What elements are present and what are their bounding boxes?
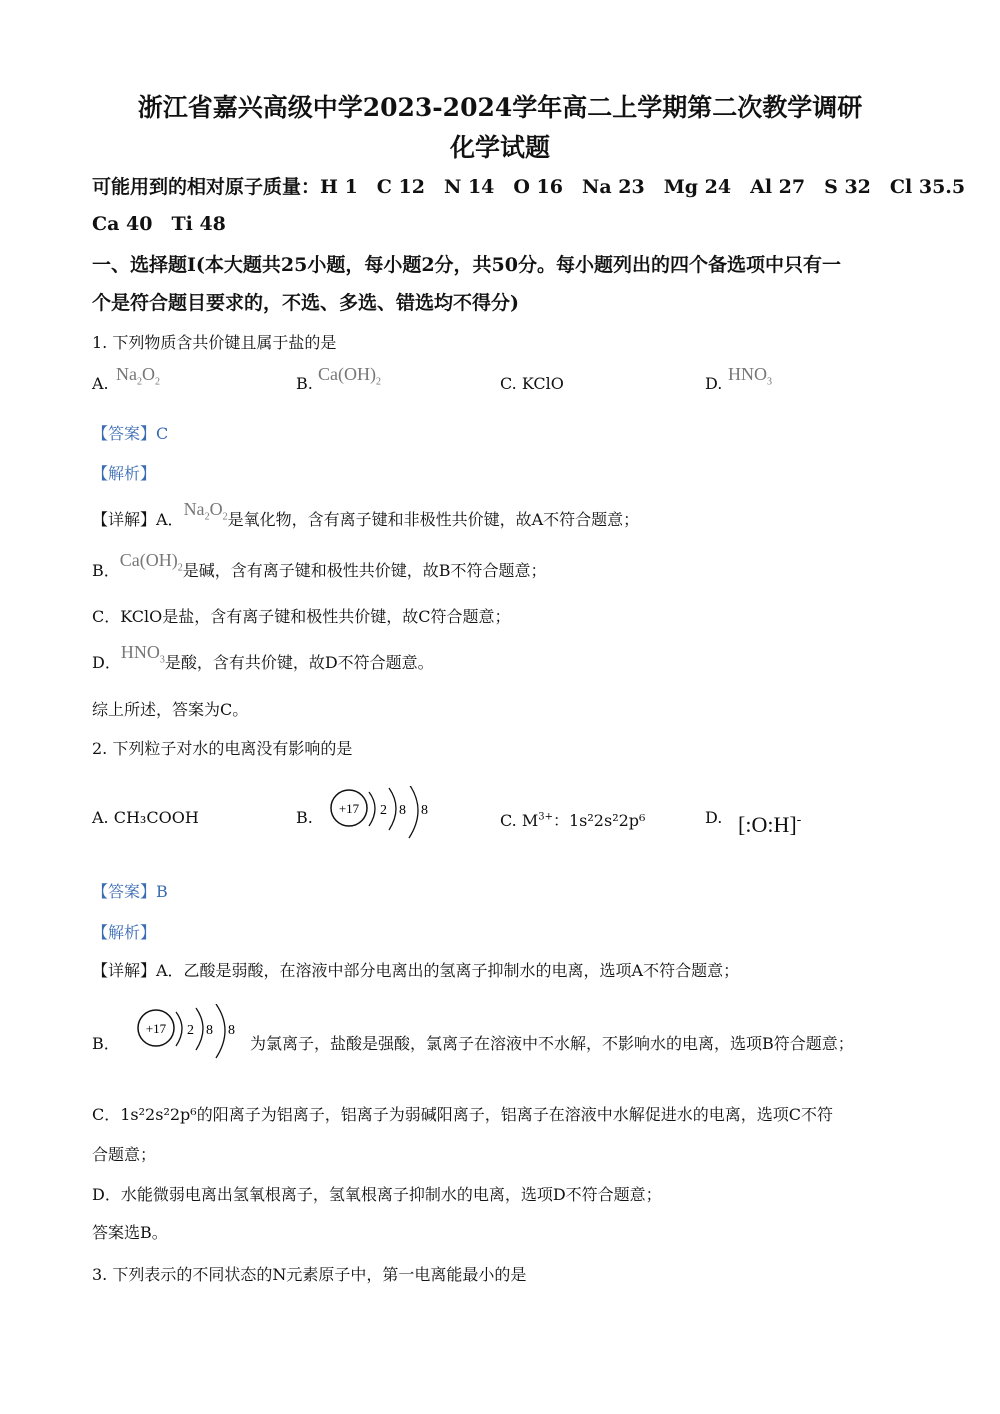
q1-summary: 综上所述，答案为C。 — [92, 700, 249, 719]
q2-option-d-label: D. — [705, 808, 723, 827]
q2-option-a: A. CH₃COOH — [92, 808, 199, 827]
q1-detail-b-formula: $Ca(OH)_2$ — [119, 550, 183, 574]
q2-detail-d: D．水能微弱电离出氢氧根离子，氢氧根离子抑制水的电离，选项D不符合题意； — [92, 1185, 662, 1204]
q1-detail-d-formula: $HNO_3$ — [120, 642, 165, 666]
chlorine-ion-diagram — [325, 786, 445, 846]
nucleus-charge: +17 — [145, 1021, 167, 1036]
q2-option-b-label: B. — [296, 808, 313, 827]
q2-detail-a: 【详解】A．乙酸是弱酸，在溶液中部分电离出的氢离子抑制水的电离，选项A不符合题意； — [92, 961, 740, 980]
q3-stem: 3. 下列表示的不同状态的N元素原子中，第一电离能最小的是 — [92, 1265, 527, 1284]
page-title: 浙江省嘉兴高级中学2023-2024学年高二上学期第二次教学调研 — [137, 93, 863, 122]
hydroxide-lewis-structure: [:O:H]- — [738, 812, 802, 837]
section-heading-line2: 个是符合题目要求的，不选、多选、错选均不得分) — [92, 292, 519, 314]
q2-analysis-label: 【解析】 — [92, 923, 157, 942]
q1-analysis-label: 【解析】 — [92, 464, 157, 483]
page-subtitle: 化学试题 — [449, 133, 550, 162]
q2-stem: 2. 下列粒子对水的电离没有影响的是 — [92, 739, 353, 758]
q1-option-b-formula: $Ca(OH)_2$ — [318, 364, 381, 388]
shell-1-count: 2 — [380, 803, 387, 818]
q2-summary: 答案选B。 — [92, 1223, 168, 1242]
q1-answer: 【答案】C — [92, 424, 169, 443]
q2-detail-c-line2: 合题意； — [92, 1145, 157, 1164]
shell-2-count: 8 — [206, 1023, 213, 1038]
q1-detail-b: B．$Ca(OH)_2$是碱，含有离子键和极性共价键，故B不符合题意； — [92, 550, 547, 580]
q1-detail-a-formula: $Na_2O_2$ — [183, 499, 228, 523]
q2-detail-b-prefix: B． — [92, 1034, 120, 1053]
q1-option-d-formula: $HNO_3$ — [728, 364, 772, 388]
q1-detail-c: C．KClO是盐，含有离子键和极性共价键，故C符合题意； — [92, 607, 511, 626]
q2-detail-b-text: 为氯离子，盐酸是强酸，氯离子在溶液中不水解，不影响水的电离，选项B符合题意； — [250, 1034, 854, 1053]
q2-detail-c: C．1s²2s²2p⁶的阳离子为铝离子，铝离子为弱碱阳离子，铝离子在溶液中水解促进水的电离，选项C不符 — [92, 1105, 833, 1124]
section-heading-line1: 一、选择题Ⅰ(本大题共25小题，每小题2分，共50分。每小题列出的四个备选项中只有一 — [92, 254, 841, 276]
chlorine-ion-diagram-detail — [132, 1004, 252, 1064]
atomic-masses-line2: Ca 40 Ti 48 — [92, 213, 226, 235]
nucleus-charge: +17 — [338, 801, 360, 816]
q1-detail-d: D．$HNO_3$是酸，含有共价键，故D不符合题意。 — [92, 642, 434, 672]
shell-2-count: 8 — [399, 803, 406, 818]
q1-stem: 1. 下列物质含共价键且属于盐的是 — [92, 333, 337, 352]
q1-option-b-label: B. — [296, 374, 313, 393]
q2-option-c: C. $M^{3+}$：1s²2s²2p⁶ — [500, 811, 646, 830]
q1-option-c: C. KClO — [500, 374, 564, 393]
q1-option-d-label: D. — [705, 374, 723, 393]
atomic-masses-line1: 可能用到的相对原子质量：H 1 C 12 N 14 O 16 Na 23 Mg 24 Al 27 S 32 Cl 35.5 — [92, 176, 966, 198]
shell-1-count: 2 — [187, 1023, 194, 1038]
q2-answer: 【答案】B — [92, 882, 168, 901]
q1-detail-a: 【详解】A．$Na_2O_2$是氧化物，含有离子键和非极性共价键，故A不符合题意； — [92, 499, 640, 529]
q1-option-a-formula: $Na_2O_2$ — [116, 364, 160, 388]
shell-3-count: 8 — [228, 1023, 235, 1038]
shell-3-count: 8 — [421, 803, 428, 818]
q1-option-a-label: A. — [92, 374, 109, 393]
